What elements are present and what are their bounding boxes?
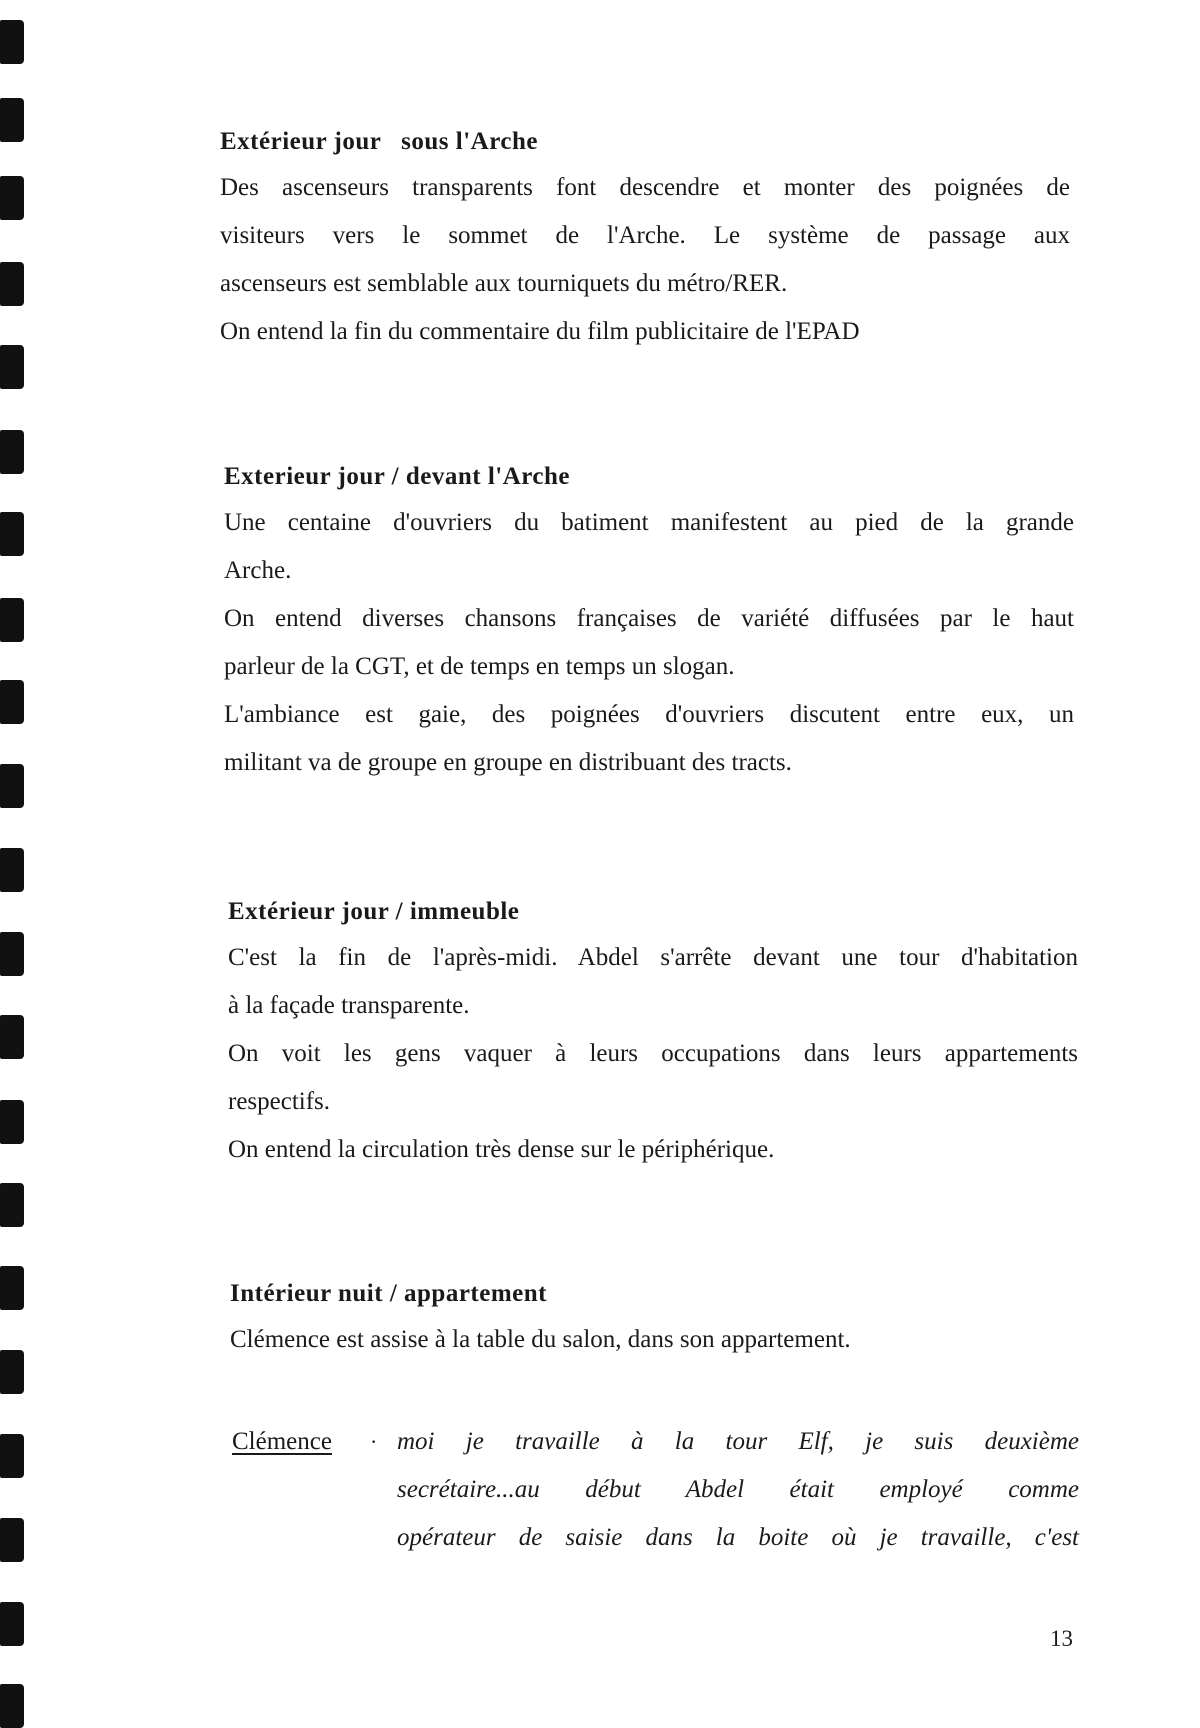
- scene-heading: Intérieur nuit / appartement: [230, 1280, 547, 1307]
- scene-heading: Extérieur jour / immeuble: [228, 898, 520, 925]
- scene-heading: Extérieur jour sous l'Arche: [220, 128, 538, 155]
- scene-line: respectifs.: [228, 1088, 331, 1115]
- dialogue-speech: [397, 1418, 1079, 1562]
- scene-block: [228, 890, 1078, 1174]
- scene-line: C'est la fin de l'après-midi. Abdel s'arrête devant une tour d'habitation: [228, 944, 1078, 971]
- page-number: 13: [1050, 1626, 1073, 1651]
- scene-line: On entend diverses chansons françaises de variété diffusées par le haut: [224, 605, 1074, 632]
- scene-block: [230, 1272, 1080, 1364]
- dialogue-line: moi je travaille à la tour Elf, je suis deuxième: [397, 1428, 1079, 1455]
- scene-line: militant va de groupe en groupe en distribuant des tracts.: [224, 749, 792, 776]
- dialogue-separator: ·: [370, 1429, 378, 1454]
- dialogue-line: opérateur de saisie dans la boite où je travaille, c'est: [397, 1524, 1079, 1551]
- scene-line: parleur de la CGT, et de temps en temps un slogan.: [224, 653, 735, 680]
- scene-block: [220, 120, 1070, 356]
- scene-line: ascenseurs est semblable aux tourniquets du métro/RER.: [220, 270, 788, 297]
- scene-line: Une centaine d'ouvriers du batiment manifestent au pied de la grande: [224, 509, 1074, 536]
- dialogue-line: secrétaire...au début Abdel était employé comme: [397, 1476, 1079, 1503]
- scene-line: Arche.: [224, 557, 292, 584]
- scene-line: On entend la circulation très dense sur le périphérique.: [228, 1136, 775, 1163]
- scene-heading: Exterieur jour / devant l'Arche: [224, 463, 571, 490]
- scene-line: On voit les gens vaquer à leurs occupations dans leurs appartements: [228, 1040, 1078, 1067]
- scene-line: Clémence est assise à la table du salon, dans son appartement.: [230, 1326, 851, 1353]
- scene-line: On entend la fin du commentaire du film publicitaire de l'EPAD: [220, 318, 860, 345]
- scene-line: à la façade transparente.: [228, 992, 470, 1019]
- scene-line: Des ascenseurs transparents font descendre et monter des poignées de: [220, 174, 1070, 201]
- dialogue-speaker: Clémence: [232, 1428, 332, 1455]
- scene-line: L'ambiance est gaie, des poignées d'ouvriers discutent entre eux, un: [224, 701, 1074, 728]
- scene-line: visiteurs vers le sommet de l'Arche. Le système de passage aux: [220, 222, 1070, 249]
- scene-block: [224, 455, 1074, 787]
